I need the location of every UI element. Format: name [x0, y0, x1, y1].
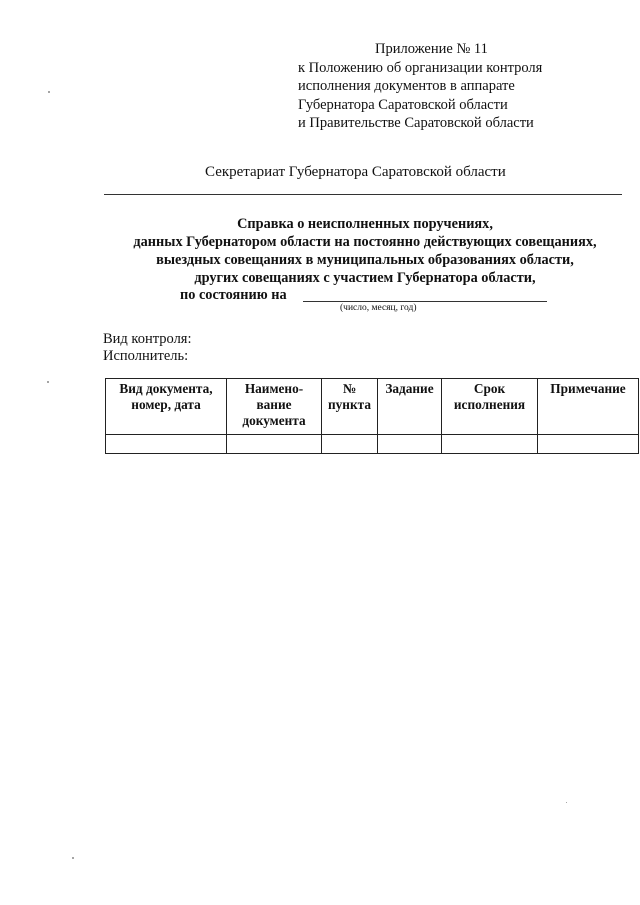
header-text: номер, дата [131, 397, 201, 412]
appendix-line: к Положению об организации контроля [298, 59, 543, 76]
header-text: Срок [473, 381, 506, 396]
table-row [106, 435, 639, 454]
appendix-line: и Правительстве Саратовской области [298, 115, 534, 131]
scan-speck [47, 381, 49, 383]
column-header-deadline [442, 379, 538, 435]
header-text: Наимено- [244, 381, 304, 396]
scan-speck [72, 857, 74, 859]
header-text: документа [242, 413, 306, 428]
header-text: № [342, 381, 357, 396]
table-cell [106, 435, 227, 454]
heading-line: Справка о неисполненных поручениях, [237, 216, 493, 232]
divider-line [104, 194, 622, 195]
scan-speck [48, 91, 50, 93]
header-text: пункта [328, 397, 371, 412]
date-blank-line [303, 301, 547, 302]
assignments-table [105, 378, 639, 454]
column-header-item-number [322, 379, 378, 435]
heading-line: других совещаниях с участием Губернатора области, [194, 270, 536, 286]
scan-speck [566, 802, 567, 803]
executor-label: Исполнитель: [103, 348, 189, 364]
heading-line: выездных совещаниях в муниципальных образованиях области, [156, 252, 574, 268]
column-header-name [227, 379, 322, 435]
header-text: исполнения [453, 397, 526, 412]
appendix-line: исполнения документов в аппарате [298, 78, 515, 94]
secretariat-title: Секретариат Губернатора Саратовской области [205, 164, 506, 180]
heading-line: данных Губернатором области на постоянно действующих совещаниях, [133, 234, 597, 250]
column-header-task [378, 379, 442, 435]
header-text: Примечание [550, 381, 626, 396]
table-cell [227, 435, 322, 454]
column-header-note [538, 379, 639, 435]
appendix-title: Приложение № 11 [375, 41, 488, 57]
table-header-row [106, 379, 639, 435]
table-cell [538, 435, 639, 454]
table-cell [322, 435, 378, 454]
table-cell [378, 435, 442, 454]
document-heading [100, 215, 630, 287]
table-cell [442, 435, 538, 454]
appendix-block [298, 40, 628, 133]
control-type-label: Вид контроля: [103, 331, 192, 347]
column-header-document [106, 379, 227, 435]
header-text: вание [256, 397, 292, 412]
appendix-line: Губернатора Саратовской области [298, 96, 508, 113]
state-label: по состоянию на [180, 287, 287, 303]
header-text: Вид документа, [119, 381, 213, 396]
date-caption: (число, месяц, год) [340, 303, 417, 313]
header-text: Задание [385, 381, 434, 396]
